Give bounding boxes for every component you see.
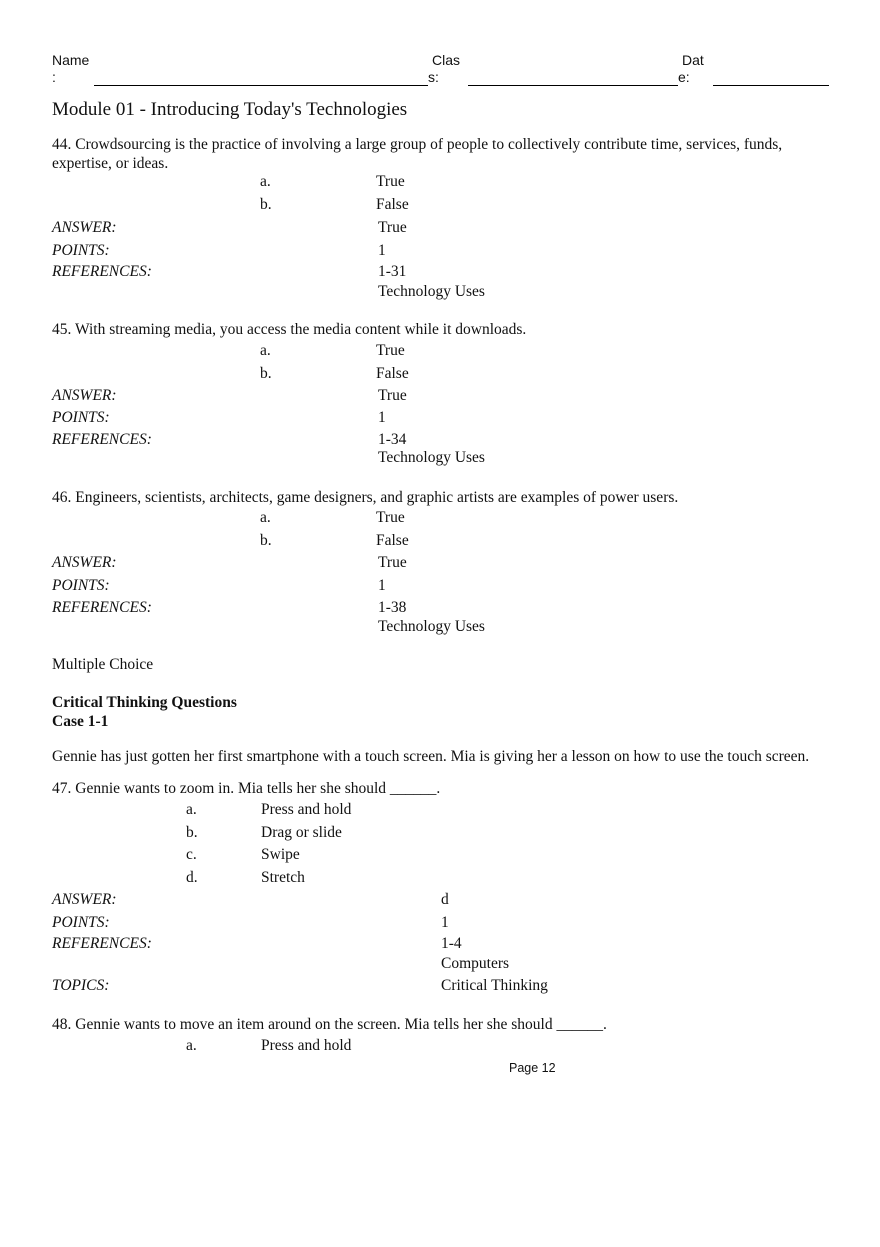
- option-text[interactable]: True: [376, 509, 405, 526]
- section-heading: Multiple Choice: [52, 656, 154, 673]
- points-label: POINTS:: [52, 914, 110, 931]
- topics-value: Critical Thinking: [441, 977, 548, 994]
- option-letter: b.: [260, 532, 272, 549]
- points-label: POINTS:: [52, 242, 110, 259]
- option-text[interactable]: Press and hold: [261, 801, 352, 818]
- class-label-bottom: s:: [428, 69, 439, 85]
- reference-page: 1-34: [378, 431, 407, 448]
- option-text[interactable]: Stretch: [261, 869, 305, 886]
- option-text[interactable]: False: [376, 532, 409, 549]
- question-text: 46. Engineers, scientists, architects, game designers, and graphic artists are examples of power users.: [52, 489, 679, 506]
- option-text[interactable]: False: [376, 196, 409, 213]
- answer-value: True: [378, 219, 407, 236]
- answer-label: ANSWER:: [52, 891, 117, 908]
- case-text: Gennie has just gotten her first smartphone with a touch screen. Mia is giving her a lesson on how to use the touch screen.: [52, 748, 810, 765]
- option-text[interactable]: Press and hold: [261, 1037, 352, 1054]
- answer-label: ANSWER:: [52, 554, 117, 571]
- option-letter: c.: [186, 846, 197, 863]
- name-field-line[interactable]: [94, 85, 428, 86]
- references-label: REFERENCES:: [52, 263, 152, 280]
- option-text[interactable]: False: [376, 365, 409, 382]
- class-field-line[interactable]: [468, 85, 678, 86]
- reference-topic: Technology Uses: [378, 449, 485, 466]
- option-letter: b.: [260, 196, 272, 213]
- answer-value: True: [378, 387, 407, 404]
- case-heading: Case 1-1: [52, 713, 109, 730]
- answer-label: ANSWER:: [52, 219, 117, 236]
- question-text: 44. Crowdsourcing is the practice of involving a large group of people to collectively contribute time, services, funds, expertise, or ideas.: [52, 136, 783, 172]
- question-text: 48. Gennie wants to move an item around on the screen. Mia tells her she should ______.: [52, 1016, 607, 1033]
- option-text[interactable]: Drag or slide: [261, 824, 342, 841]
- topics-label: TOPICS:: [52, 977, 110, 994]
- date-label-top: Dat: [682, 52, 704, 68]
- answer-value: d: [441, 891, 449, 908]
- reference-page: 1-4: [441, 935, 462, 952]
- option-text[interactable]: True: [376, 173, 405, 190]
- answer-value: True: [378, 554, 407, 571]
- question-text: 45. With streaming media, you access the media content while it downloads.: [52, 321, 527, 338]
- points-label: POINTS:: [52, 577, 110, 594]
- page-number: Page 12: [509, 1061, 556, 1075]
- option-letter: a.: [186, 801, 197, 818]
- reference-page: 1-38: [378, 599, 407, 616]
- option-text[interactable]: True: [376, 342, 405, 359]
- option-letter: b.: [260, 365, 272, 382]
- answer-label: ANSWER:: [52, 387, 117, 404]
- points-value: 1: [378, 577, 386, 594]
- references-label: REFERENCES:: [52, 431, 152, 448]
- option-letter: d.: [186, 869, 198, 886]
- critical-thinking-heading: Critical Thinking Questions: [52, 694, 237, 711]
- option-letter: a.: [260, 173, 271, 190]
- points-label: POINTS:: [52, 409, 110, 426]
- option-text[interactable]: Swipe: [261, 846, 300, 863]
- module-title: Module 01 - Introducing Today's Technologies: [52, 99, 408, 120]
- references-label: REFERENCES:: [52, 599, 152, 616]
- reference-topic: Technology Uses: [378, 618, 485, 635]
- points-value: 1: [441, 914, 449, 931]
- references-label: REFERENCES:: [52, 935, 152, 952]
- date-field-line[interactable]: [713, 85, 829, 86]
- points-value: 1: [378, 242, 386, 259]
- option-letter: a.: [186, 1037, 197, 1054]
- date-label-bottom: e:: [678, 69, 690, 85]
- class-label-top: Clas: [432, 52, 461, 68]
- name-label-bottom: :: [52, 69, 56, 85]
- points-value: 1: [378, 409, 386, 426]
- option-letter: a.: [260, 342, 271, 359]
- option-letter: b.: [186, 824, 198, 841]
- reference-topic: Computers: [441, 955, 510, 972]
- question-text: 47. Gennie wants to zoom in. Mia tells her she should ______.: [52, 780, 441, 797]
- reference-page: 1-31: [378, 263, 407, 280]
- reference-topic: Technology Uses: [378, 283, 485, 300]
- option-letter: a.: [260, 509, 271, 526]
- name-label-top: Name: [52, 52, 90, 68]
